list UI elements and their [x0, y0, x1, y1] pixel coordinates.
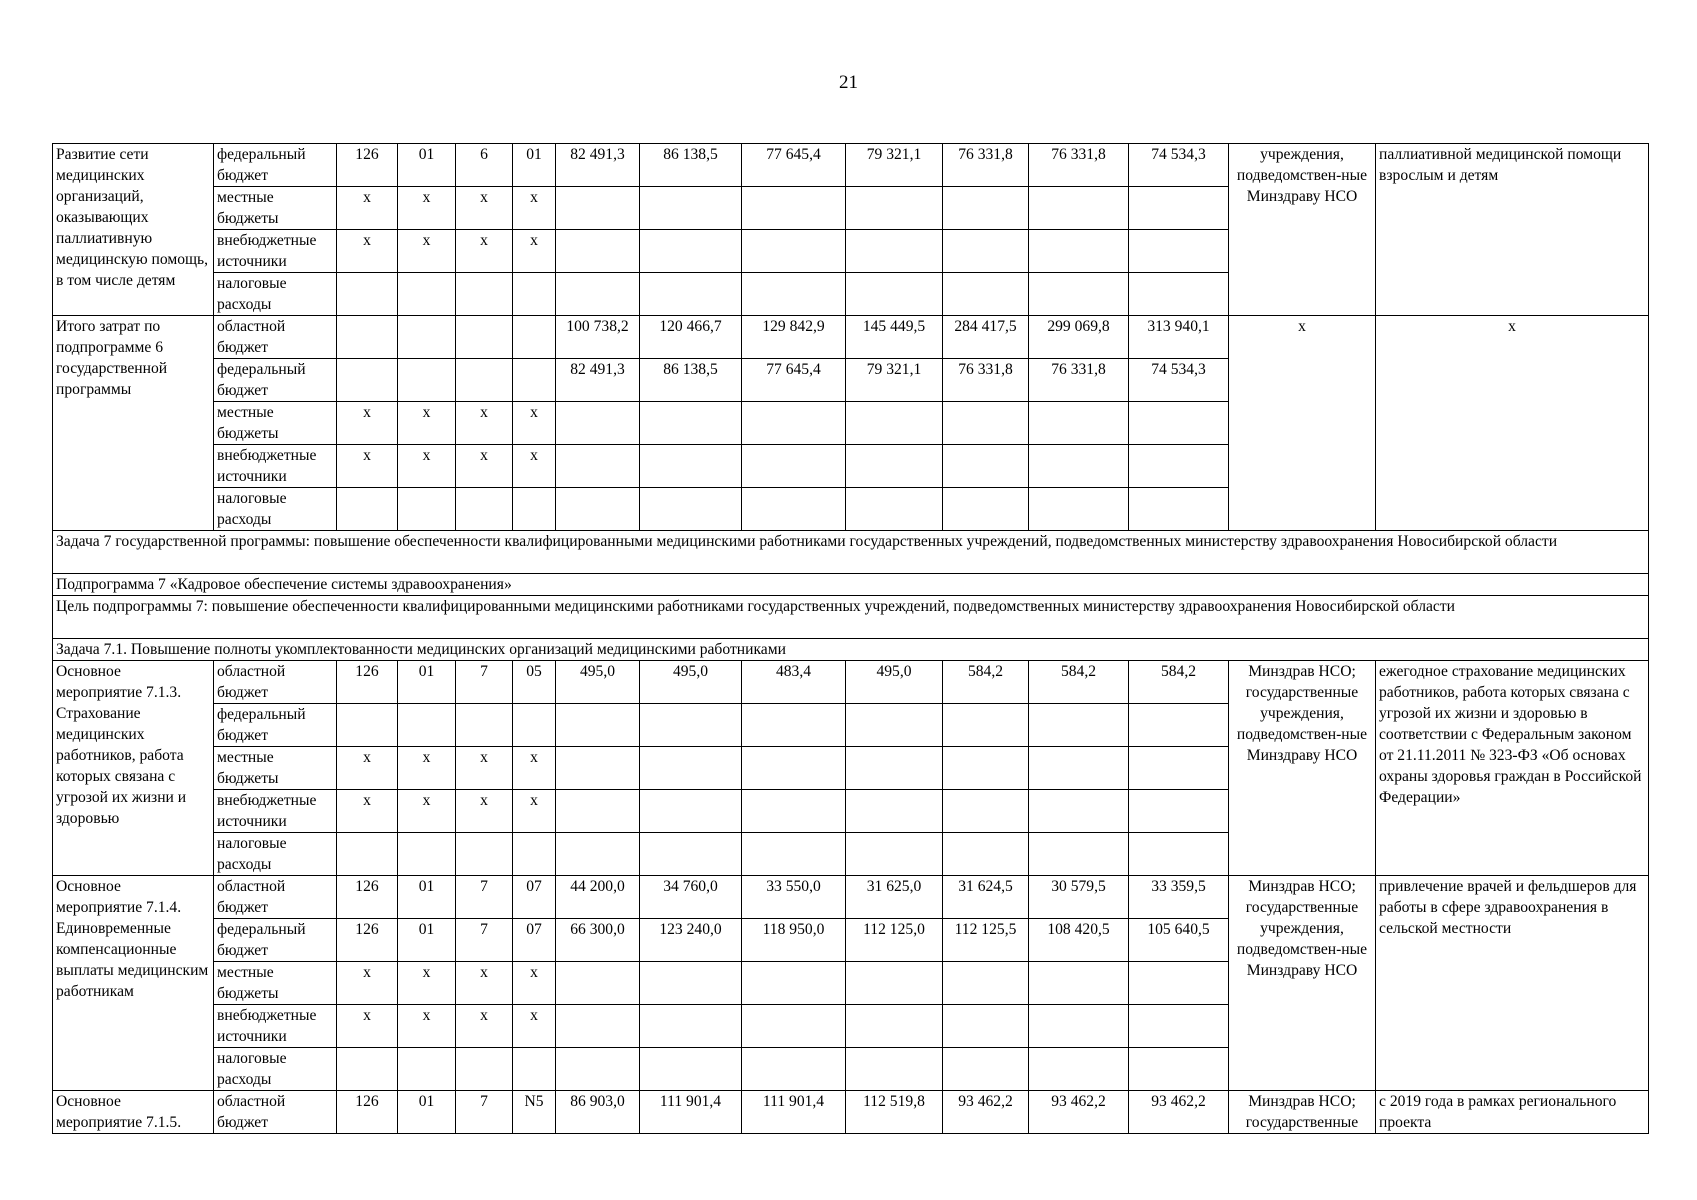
funding-source-cell: областной бюджет — [214, 1091, 337, 1134]
value-cell — [1029, 833, 1129, 876]
value-cell — [640, 747, 742, 790]
code-cell — [398, 488, 456, 531]
code-cell: x — [398, 1005, 456, 1048]
value-cell — [742, 488, 846, 531]
value-cell — [846, 833, 943, 876]
code-cell: 05 — [513, 661, 556, 704]
code-cell: x — [513, 187, 556, 230]
code-cell: x — [513, 790, 556, 833]
value-cell: 82 491,3 — [556, 359, 640, 402]
value-cell — [1029, 445, 1129, 488]
value-cell — [943, 704, 1029, 747]
value-cell: 100 738,2 — [556, 316, 640, 359]
value-cell — [846, 1005, 943, 1048]
code-cell: 01 — [398, 876, 456, 919]
value-cell — [846, 704, 943, 747]
value-cell — [846, 230, 943, 273]
code-cell — [398, 316, 456, 359]
value-cell: 30 579,5 — [1029, 876, 1129, 919]
value-cell: 93 462,2 — [1129, 1091, 1229, 1134]
value-cell: 495,0 — [556, 661, 640, 704]
value-cell: 112 125,5 — [943, 919, 1029, 962]
value-cell: 112 519,8 — [846, 1091, 943, 1134]
task7-heading: Задача 7 государственной программы: повышение обеспеченности квалифицированными медицинскими работниками государственных учреждений, подведомственных министерству здравоохранения Новосибирской области — [53, 531, 1649, 574]
value-cell — [846, 445, 943, 488]
value-cell: 120 466,7 — [640, 316, 742, 359]
value-cell: 77 645,4 — [742, 144, 846, 187]
value-cell — [640, 488, 742, 531]
value-cell — [1029, 704, 1129, 747]
funding-source-cell: внебюджетные источники — [214, 1005, 337, 1048]
code-cell — [398, 1048, 456, 1091]
code-cell: 7 — [456, 661, 513, 704]
measure-name: Основное мероприятие 7.1.5. — [53, 1091, 214, 1134]
value-cell: 33 550,0 — [742, 876, 846, 919]
value-cell — [943, 402, 1029, 445]
value-cell — [1129, 230, 1229, 273]
funding-source-cell: местные бюджеты — [214, 402, 337, 445]
value-cell — [846, 747, 943, 790]
value-cell — [556, 445, 640, 488]
task71-heading: Задача 7.1. Повышение полноты укомплектованности медицинских организаций медицинскими работниками — [53, 639, 1649, 661]
value-cell — [556, 1048, 640, 1091]
value-cell — [846, 1048, 943, 1091]
code-cell — [398, 833, 456, 876]
table-row — [53, 876, 1649, 919]
value-cell — [943, 1048, 1029, 1091]
funding-source-cell: налоговые расходы — [214, 833, 337, 876]
funding-source-cell: местные бюджеты — [214, 187, 337, 230]
code-cell — [398, 704, 456, 747]
code-cell: x — [513, 445, 556, 488]
code-cell — [513, 833, 556, 876]
funding-source-cell: местные бюджеты — [214, 747, 337, 790]
funding-source-cell: внебюджетные источники — [214, 445, 337, 488]
heading-row — [53, 531, 1649, 574]
heading-row — [53, 596, 1649, 639]
code-cell: x — [513, 230, 556, 273]
code-cell: x — [337, 747, 398, 790]
funding-source-cell: областной бюджет — [214, 316, 337, 359]
measure-executor: Минздрав НСО; государственные — [1229, 1091, 1376, 1134]
value-cell — [556, 833, 640, 876]
value-cell — [556, 1005, 640, 1048]
funding-source-cell: внебюджетные источники — [214, 790, 337, 833]
measure-result: с 2019 года в рамках регионального проекта — [1376, 1091, 1649, 1134]
value-cell — [742, 1048, 846, 1091]
value-cell — [1029, 273, 1129, 316]
code-cell: x — [398, 445, 456, 488]
value-cell — [1129, 747, 1229, 790]
value-cell — [742, 445, 846, 488]
value-cell: 584,2 — [1029, 661, 1129, 704]
value-cell — [1129, 962, 1229, 1005]
section-executor: учреждения, подведомствен-ные Минздраву НСО — [1229, 144, 1376, 316]
code-cell: 126 — [337, 919, 398, 962]
code-cell: 07 — [513, 919, 556, 962]
value-cell — [742, 747, 846, 790]
code-cell: x — [337, 402, 398, 445]
heading-row — [53, 639, 1649, 661]
value-cell: 31 625,0 — [846, 876, 943, 919]
code-cell — [398, 359, 456, 402]
table-body — [53, 144, 1649, 1134]
code-cell: 7 — [456, 876, 513, 919]
value-cell: 77 645,4 — [742, 359, 846, 402]
code-cell — [337, 1048, 398, 1091]
value-cell: 76 331,8 — [1029, 144, 1129, 187]
page-number: 21 — [839, 72, 858, 93]
value-cell: 108 420,5 — [1029, 919, 1129, 962]
value-cell: 93 462,2 — [943, 1091, 1029, 1134]
code-cell: x — [513, 962, 556, 1005]
value-cell — [1029, 962, 1129, 1005]
code-cell: x — [456, 187, 513, 230]
funding-source-cell: федеральный бюджет — [214, 919, 337, 962]
value-cell: 118 950,0 — [742, 919, 846, 962]
measure-executor: Минздрав НСО; государственные учреждения, подведомствен-ные Минздраву НСО — [1229, 661, 1376, 876]
code-cell — [513, 488, 556, 531]
value-cell: 483,4 — [742, 661, 846, 704]
heading-row — [53, 574, 1649, 596]
value-cell — [1029, 187, 1129, 230]
value-cell — [1129, 273, 1229, 316]
code-cell — [456, 833, 513, 876]
value-cell — [943, 445, 1029, 488]
value-cell — [1129, 1048, 1229, 1091]
value-cell — [1129, 790, 1229, 833]
code-cell: x — [337, 1005, 398, 1048]
value-cell — [943, 1005, 1029, 1048]
value-cell — [556, 704, 640, 747]
value-cell — [943, 187, 1029, 230]
code-cell: x — [398, 402, 456, 445]
code-cell — [398, 273, 456, 316]
value-cell: 76 331,8 — [943, 144, 1029, 187]
code-cell: x — [337, 790, 398, 833]
code-cell: x — [456, 790, 513, 833]
value-cell: 495,0 — [846, 661, 943, 704]
code-cell: 07 — [513, 876, 556, 919]
code-cell — [337, 488, 398, 531]
value-cell: 123 240,0 — [640, 919, 742, 962]
value-cell — [742, 833, 846, 876]
value-cell — [556, 790, 640, 833]
value-cell — [1129, 833, 1229, 876]
value-cell: 105 640,5 — [1129, 919, 1229, 962]
value-cell: 34 760,0 — [640, 876, 742, 919]
value-cell — [640, 704, 742, 747]
code-cell — [337, 316, 398, 359]
code-cell — [513, 273, 556, 316]
value-cell — [556, 962, 640, 1005]
code-cell: 126 — [337, 876, 398, 919]
section-name: Развитие сети медицинских организаций, оказывающих паллиативную медицинскую помощь, в том числе детям — [53, 144, 214, 316]
value-cell — [1129, 187, 1229, 230]
value-cell — [943, 230, 1029, 273]
code-cell: x — [513, 747, 556, 790]
value-cell — [1129, 1005, 1229, 1048]
code-cell: x — [337, 962, 398, 1005]
value-cell — [640, 187, 742, 230]
value-cell — [742, 187, 846, 230]
code-cell — [337, 704, 398, 747]
value-cell — [640, 273, 742, 316]
value-cell — [742, 1005, 846, 1048]
value-cell: 76 331,8 — [1029, 359, 1129, 402]
value-cell: 111 901,4 — [742, 1091, 846, 1134]
value-cell — [556, 230, 640, 273]
code-cell — [513, 359, 556, 402]
value-cell: 82 491,3 — [556, 144, 640, 187]
value-cell — [640, 1005, 742, 1048]
value-cell: 74 534,3 — [1129, 359, 1229, 402]
code-cell — [456, 1048, 513, 1091]
measure-executor: Минздрав НСО; государственные учреждения, подведомствен-ные Минздраву НСО — [1229, 876, 1376, 1091]
value-cell — [742, 962, 846, 1005]
section-executor: x — [1229, 316, 1376, 531]
code-cell: x — [456, 445, 513, 488]
value-cell — [742, 790, 846, 833]
measure-result: привлечение врачей и фельдшеров для работы в сфере здравоохранения в сельской местности — [1376, 876, 1649, 1091]
code-cell: 6 — [456, 144, 513, 187]
value-cell — [846, 962, 943, 1005]
measure-result: ежегодное страхование медицинских работников, работа которых связана с угрозой их жизни и здоровью в соответствии с Федеральным законом от 21.11.2011 № 323-ФЗ «Об основах охраны здоровья граждан в Российской Федерации» — [1376, 661, 1649, 876]
value-cell: 495,0 — [640, 661, 742, 704]
value-cell: 313 940,1 — [1129, 316, 1229, 359]
code-cell: x — [398, 187, 456, 230]
table-row — [53, 661, 1649, 704]
funding-source-cell: федеральный бюджет — [214, 704, 337, 747]
value-cell — [742, 704, 846, 747]
code-cell: 01 — [398, 144, 456, 187]
code-cell: x — [456, 962, 513, 1005]
subprogram7-heading: Подпрограмма 7 «Кадровое обеспечение системы здравоохранения» — [53, 574, 1649, 596]
value-cell — [943, 790, 1029, 833]
code-cell: x — [456, 230, 513, 273]
code-cell — [456, 488, 513, 531]
value-cell — [742, 230, 846, 273]
value-cell — [1029, 402, 1129, 445]
value-cell — [640, 790, 742, 833]
table-row — [53, 316, 1649, 359]
funding-source-cell: областной бюджет — [214, 661, 337, 704]
value-cell: 129 842,9 — [742, 316, 846, 359]
code-cell — [456, 359, 513, 402]
code-cell: 126 — [337, 1091, 398, 1134]
value-cell: 584,2 — [1129, 661, 1229, 704]
code-cell: x — [337, 230, 398, 273]
code-cell: 7 — [456, 919, 513, 962]
table-row — [53, 144, 1649, 187]
value-cell: 86 138,5 — [640, 359, 742, 402]
value-cell — [556, 273, 640, 316]
section-name: Итого затрат по подпрограмме 6 государственной программы — [53, 316, 214, 531]
value-cell: 76 331,8 — [943, 359, 1029, 402]
value-cell — [846, 273, 943, 316]
code-cell: 01 — [398, 1091, 456, 1134]
code-cell — [513, 1048, 556, 1091]
code-cell — [456, 273, 513, 316]
code-cell: x — [456, 747, 513, 790]
measure-name: Основное мероприятие 7.1.3. Страхование медицинских работников, работа которых связана с угрозой их жизни и здоровью — [53, 661, 214, 876]
code-cell: x — [398, 747, 456, 790]
goal7-heading: Цель подпрограммы 7: повышение обеспеченности квалифицированными медицинскими работниками государственных учреждений, подведомственных министерству здравоохранения Новосибирской области — [53, 596, 1649, 639]
code-cell: 01 — [513, 144, 556, 187]
value-cell — [1029, 1048, 1129, 1091]
value-cell — [556, 187, 640, 230]
value-cell: 33 359,5 — [1129, 876, 1229, 919]
funding-source-cell: налоговые расходы — [214, 1048, 337, 1091]
code-cell — [456, 704, 513, 747]
table-row — [53, 1091, 1649, 1134]
value-cell — [846, 488, 943, 531]
code-cell: 126 — [337, 661, 398, 704]
value-cell — [742, 402, 846, 445]
code-cell: 01 — [398, 919, 456, 962]
value-cell: 145 449,5 — [846, 316, 943, 359]
funding-source-cell: налоговые расходы — [214, 273, 337, 316]
value-cell — [846, 402, 943, 445]
code-cell — [513, 704, 556, 747]
value-cell: 74 534,3 — [1129, 144, 1229, 187]
value-cell: 31 624,5 — [943, 876, 1029, 919]
value-cell — [1029, 790, 1129, 833]
value-cell — [943, 273, 1029, 316]
value-cell: 284 417,5 — [943, 316, 1029, 359]
code-cell: x — [513, 402, 556, 445]
code-cell: x — [398, 230, 456, 273]
value-cell: 93 462,2 — [1029, 1091, 1129, 1134]
value-cell — [1029, 747, 1129, 790]
code-cell: 01 — [398, 661, 456, 704]
value-cell: 86 903,0 — [556, 1091, 640, 1134]
value-cell — [640, 445, 742, 488]
value-cell — [943, 747, 1029, 790]
value-cell: 44 200,0 — [556, 876, 640, 919]
code-cell: x — [398, 962, 456, 1005]
code-cell: x — [337, 445, 398, 488]
value-cell: 79 321,1 — [846, 359, 943, 402]
value-cell — [1029, 230, 1129, 273]
value-cell — [640, 230, 742, 273]
value-cell — [556, 488, 640, 531]
value-cell — [943, 833, 1029, 876]
value-cell: 112 125,0 — [846, 919, 943, 962]
value-cell: 86 138,5 — [640, 144, 742, 187]
code-cell: x — [513, 1005, 556, 1048]
code-cell: 126 — [337, 144, 398, 187]
code-cell — [337, 359, 398, 402]
value-cell — [943, 488, 1029, 531]
value-cell — [846, 187, 943, 230]
measure-name: Основное мероприятие 7.1.4. Единовременные компенсационные выплаты медицинским работникам — [53, 876, 214, 1091]
value-cell — [1029, 1005, 1129, 1048]
value-cell — [1129, 704, 1229, 747]
section-result: паллиативной медицинской помощи взрослым и детям — [1376, 144, 1649, 316]
code-cell — [456, 316, 513, 359]
value-cell — [556, 402, 640, 445]
value-cell: 299 069,8 — [1029, 316, 1129, 359]
code-cell: x — [456, 402, 513, 445]
value-cell — [943, 962, 1029, 1005]
funding-source-cell: областной бюджет — [214, 876, 337, 919]
value-cell — [640, 1048, 742, 1091]
value-cell — [640, 962, 742, 1005]
funding-source-cell: внебюджетные источники — [214, 230, 337, 273]
code-cell: x — [456, 1005, 513, 1048]
financing-table — [52, 143, 1649, 1134]
value-cell — [640, 833, 742, 876]
code-cell: x — [337, 187, 398, 230]
value-cell — [556, 747, 640, 790]
value-cell — [742, 273, 846, 316]
value-cell — [640, 402, 742, 445]
value-cell: 79 321,1 — [846, 144, 943, 187]
code-cell: x — [398, 790, 456, 833]
code-cell: 7 — [456, 1091, 513, 1134]
value-cell: 584,2 — [943, 661, 1029, 704]
value-cell — [1129, 445, 1229, 488]
funding-source-cell: федеральный бюджет — [214, 144, 337, 187]
code-cell — [337, 273, 398, 316]
code-cell — [513, 316, 556, 359]
value-cell: 111 901,4 — [640, 1091, 742, 1134]
value-cell — [1029, 488, 1129, 531]
value-cell: 66 300,0 — [556, 919, 640, 962]
funding-source-cell: местные бюджеты — [214, 962, 337, 1005]
value-cell — [1129, 402, 1229, 445]
section-result: x — [1376, 316, 1649, 531]
funding-source-cell: федеральный бюджет — [214, 359, 337, 402]
value-cell — [846, 790, 943, 833]
funding-source-cell: налоговые расходы — [214, 488, 337, 531]
value-cell — [1129, 488, 1229, 531]
code-cell — [337, 833, 398, 876]
code-cell: N5 — [513, 1091, 556, 1134]
